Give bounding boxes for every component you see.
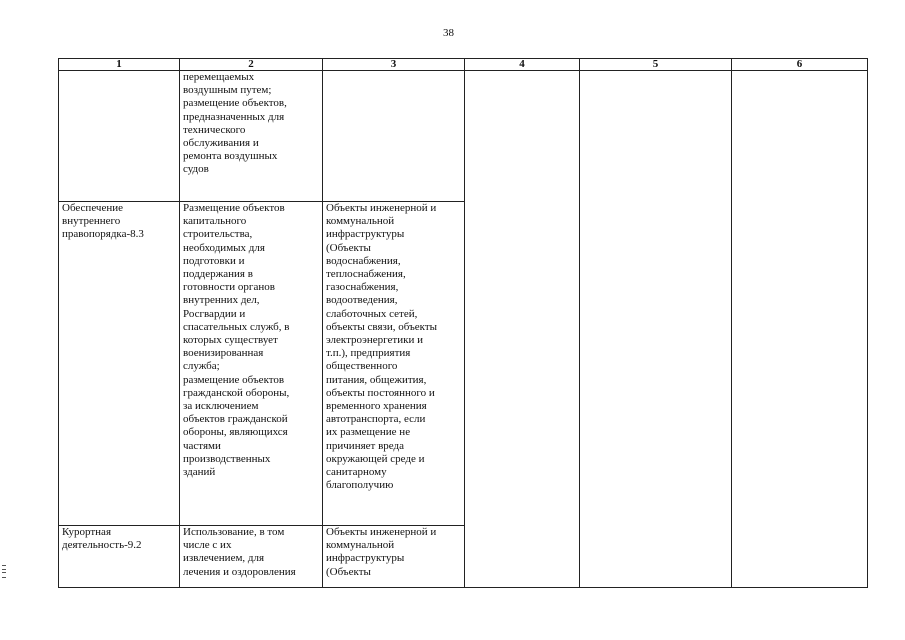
- column-5-cell: [580, 71, 732, 588]
- row-2-col-1: Обеспечение внутреннего правопорядка-8.3: [59, 202, 180, 526]
- column-header-6: 6: [732, 59, 868, 71]
- zoning-table: [58, 58, 868, 588]
- column-header-5: 5: [580, 59, 732, 71]
- scan-margin-mark: [2, 565, 6, 578]
- row-3-col-2: Использование, в том числе с их извлечением, для лечения и оздоровления: [180, 526, 323, 588]
- row-2-col-3: Объекты инженерной и коммунальной инфраструктуры (Объекты водоснабжения, теплоснабжения, газоснабжения, водоотведения, слаботочных сетей, объекты связи, объекты электроэнергетики и т.п.), предприятия общественного питания, общежития, объекты постоянного и временного хранения автотранспорта, если их размещение не причиняет вреда окружающей среде и санитарному благополучию: [323, 202, 465, 526]
- row-3-col-3: Объекты инженерной и коммунальной инфраструктуры (Объекты: [323, 526, 465, 588]
- column-header-1: 1: [59, 59, 180, 71]
- column-header-4: 4: [465, 59, 580, 71]
- row-1-col-3: [323, 71, 465, 202]
- row-3-col-1: Курортная деятельность-9.2: [59, 526, 180, 588]
- page-number: 38: [443, 27, 454, 39]
- column-6-cell: [732, 71, 868, 588]
- row-1-col-1: [59, 71, 180, 202]
- table-row: [59, 71, 868, 202]
- column-4-cell: [465, 71, 580, 588]
- column-header-3: 3: [323, 59, 465, 71]
- row-1-col-2: перемещаемых воздушным путем; размещение объектов, предназначенных для технического обслуживания и ремонта воздушных судов: [180, 71, 323, 202]
- row-2-col-2: Размещение объектов капитального строительства, необходимых для подготовки и поддержания в готовности органов внутренних дел, Росгвардии и спасательных служб, в которых существует военизированная служба; размещение объектов гражданской обороны, за исключением объектов гражданской обороны, являющихся частями производственных зданий: [180, 202, 323, 526]
- column-header-2: 2: [180, 59, 323, 71]
- table-header-row: [59, 59, 868, 71]
